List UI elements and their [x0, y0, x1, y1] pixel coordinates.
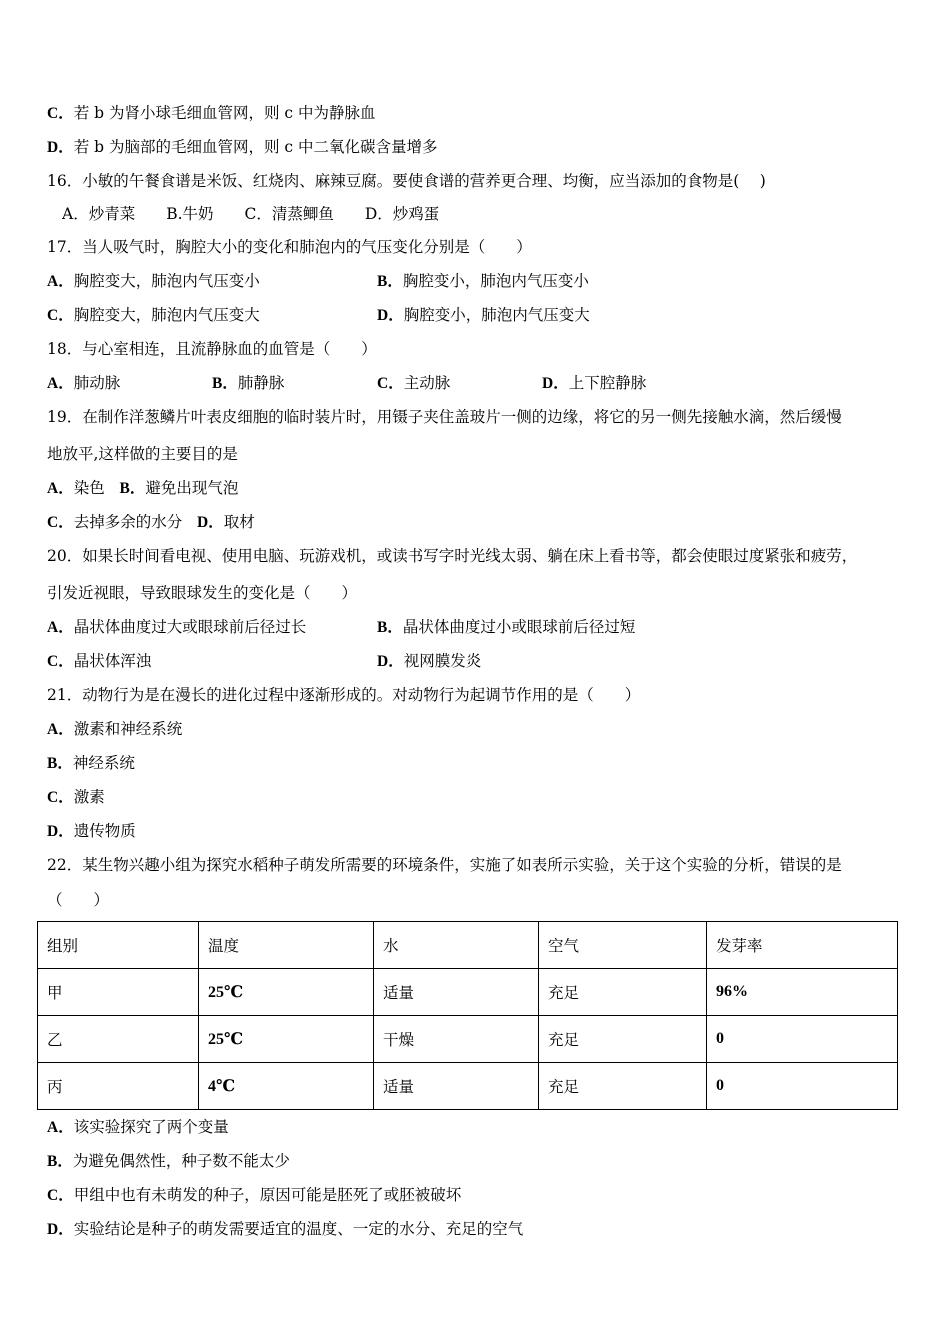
q19-stem-line2: 地放平,这样做的主要目的是: [47, 445, 238, 463]
q22-stem-line2: （ ）: [47, 891, 110, 909]
option-letter: D．: [47, 823, 74, 840]
option-letter: C．: [47, 789, 74, 806]
option-text: 取材: [223, 513, 255, 531]
option-letter: B．: [377, 619, 403, 636]
option-letter: C．: [47, 653, 74, 670]
table-cell: 25℃: [199, 1016, 374, 1063]
q17-option-b: [377, 271, 589, 292]
table-cell: 0: [707, 1016, 898, 1063]
q21-option-b: [47, 753, 135, 774]
q22-option-d: [47, 1219, 523, 1240]
option-text: 视网膜发炎: [403, 652, 482, 670]
option-text: 该实验探究了两个变量: [73, 1118, 229, 1136]
q21-stem: 21．动物行为是在漫长的进化过程中逐渐形成的。对动物行为起调节作用的是（ ）: [47, 686, 641, 704]
experiment-table: [37, 921, 898, 1110]
q21-option-d: [47, 821, 136, 842]
q21-option-c: [47, 787, 105, 808]
option-text: 激素: [73, 788, 105, 806]
option-text: 为避免偶然性，种子数不能太少: [72, 1152, 290, 1170]
q22-option-a: [47, 1117, 229, 1138]
option-letter: A．: [47, 721, 74, 738]
q19-stem-line1: 19．在制作洋葱鳞片叶表皮细胞的临时装片时，用镊子夹住盖玻片一侧的边缘，将它的另一侧先接触水滴，然后缓慢: [47, 408, 842, 426]
option-text: 肺静脉: [237, 374, 285, 392]
q20-option-d: [377, 651, 481, 672]
table-header-row: [38, 922, 898, 969]
table-cell: 适量: [374, 969, 539, 1016]
table-cell: 干燥: [374, 1016, 539, 1063]
option-letter: B．: [47, 755, 73, 772]
option-letter: A．: [47, 480, 74, 497]
option-text: 实验结论是种子的萌发需要适宜的温度、一定的水分、充足的空气: [73, 1220, 524, 1238]
q22-stem-line1: 22．某生物兴趣小组为探究水稻种子萌发所需要的环境条件，实施了如表所示实验，关于这个实验的分析，错误的是: [47, 856, 842, 874]
option-letter: B．: [212, 375, 238, 392]
option-text: 肺动脉: [73, 374, 121, 392]
table-cell: 0: [707, 1063, 898, 1110]
table-row: [38, 1063, 898, 1110]
option-letter: D．: [377, 653, 404, 670]
q17-stem: 17．当人吸气时，胸腔大小的变化和肺泡内的气压变化分别是（ ）: [47, 238, 532, 256]
table-row: [38, 1016, 898, 1063]
q15-option-d: [47, 137, 438, 158]
option-letter: C．: [47, 307, 74, 324]
option-text: 主动脉: [403, 374, 451, 392]
q18-option-c: [377, 373, 450, 394]
q21-option-a: [47, 719, 182, 740]
option-text: 胸腔变大，肺泡内气压变小: [73, 272, 260, 290]
option-text: 遗传物质: [73, 822, 136, 840]
option-letter: C．: [47, 514, 74, 531]
option-letter: D．: [377, 307, 404, 324]
q20-stem-line2: 引发近视眼，导致眼球发生的变化是（ ）: [47, 584, 358, 602]
option-text: 晶状体浑浊: [73, 652, 152, 670]
option-letter: A．: [47, 375, 74, 392]
q19-options-row1: [47, 478, 238, 499]
option-letter: C．: [47, 105, 74, 122]
table-cell: 乙: [38, 1016, 199, 1063]
q15-option-c: [47, 103, 376, 124]
table-header-cell: 空气: [539, 922, 707, 969]
q20-option-b: [377, 617, 635, 638]
q20-stem-line1: 20．如果长时间看电视、使用电脑、玩游戏机，或读书写字时光线太弱、躺在床上看书等，都会使眼过度紧张和疲劳，: [47, 547, 858, 565]
option-text: 胸腔变小，肺泡内气压变小: [402, 272, 589, 290]
q17-option-a: [47, 271, 260, 292]
option-letter: A．: [47, 273, 74, 290]
q22-option-b: [47, 1151, 290, 1172]
table-cell: 丙: [38, 1063, 199, 1110]
q17-option-c: [47, 305, 260, 326]
q16-stem: 16．小敏的午餐食谱是米饭、红烧肉、麻辣豆腐。要使食谱的营养更合理、均衡，应当添加的食物是( ): [47, 172, 766, 190]
table-cell: 充足: [539, 969, 707, 1016]
option-letter: A．: [47, 619, 74, 636]
table-header-cell: 发芽率: [707, 922, 898, 969]
option-letter: B．: [47, 1153, 73, 1170]
option-text: 避免出现气泡: [145, 479, 239, 497]
option-letter: B．: [377, 273, 403, 290]
option-letter: D．: [542, 375, 569, 392]
option-letter: D．: [47, 139, 74, 156]
table-row: [38, 969, 898, 1016]
option-text: 若 b 为脑部的毛细血管网，则 c 中二氧化碳含量增多: [73, 138, 438, 156]
option-text: 若 b 为肾小球毛细血管网，则 c 中为静脉血: [73, 104, 376, 122]
q18-option-a: [47, 373, 120, 394]
q20-option-a: [47, 617, 306, 638]
table-header-cell: 温度: [199, 922, 374, 969]
option-letter: D．: [47, 1221, 74, 1238]
q17-option-d: [377, 305, 590, 326]
table-cell: 96%: [707, 969, 898, 1016]
q18-option-d: [542, 373, 646, 394]
option-text: 染色: [73, 479, 105, 497]
option-text: 神经系统: [72, 754, 135, 772]
option-text: 晶状体曲度过大或眼球前后径过长: [73, 618, 307, 636]
option-text: 去掉多余的水分: [73, 513, 183, 531]
table-cell: 充足: [539, 1063, 707, 1110]
option-text: 胸腔变小，肺泡内气压变大: [403, 306, 590, 324]
option-letter: A．: [47, 1119, 74, 1136]
table-header-cell: 组别: [38, 922, 199, 969]
q19-options-row2: [47, 512, 255, 533]
option-text: 胸腔变大，肺泡内气压变大: [73, 306, 260, 324]
q22-option-c: [47, 1185, 461, 1206]
table-cell: 25℃: [199, 969, 374, 1016]
option-letter: C．: [47, 1187, 74, 1204]
option-letter: D．: [197, 514, 224, 531]
table-cell: 充足: [539, 1016, 707, 1063]
option-text: 激素和神经系统: [73, 720, 183, 738]
option-text: 上下腔静脉: [568, 374, 647, 392]
option-text: 甲组中也有未萌发的种子，原因可能是胚死了或胚被破坏: [73, 1186, 462, 1204]
option-text: 晶状体曲度过小或眼球前后径过短: [402, 618, 636, 636]
table-cell: 适量: [374, 1063, 539, 1110]
q18-stem: 18．与心室相连，且流静脉血的血管是（ ）: [47, 340, 377, 358]
option-letter: B．: [119, 480, 146, 497]
table-header-cell: 水: [374, 922, 539, 969]
q18-option-b: [212, 373, 284, 394]
table-cell: 4℃: [199, 1063, 374, 1110]
q16-options: A．炒青菜 B.牛奶 C．清蒸鲫鱼 D．炒鸡蛋: [62, 205, 440, 223]
q20-option-c: [47, 651, 151, 672]
option-letter: C．: [377, 375, 404, 392]
table-cell: 甲: [38, 969, 199, 1016]
